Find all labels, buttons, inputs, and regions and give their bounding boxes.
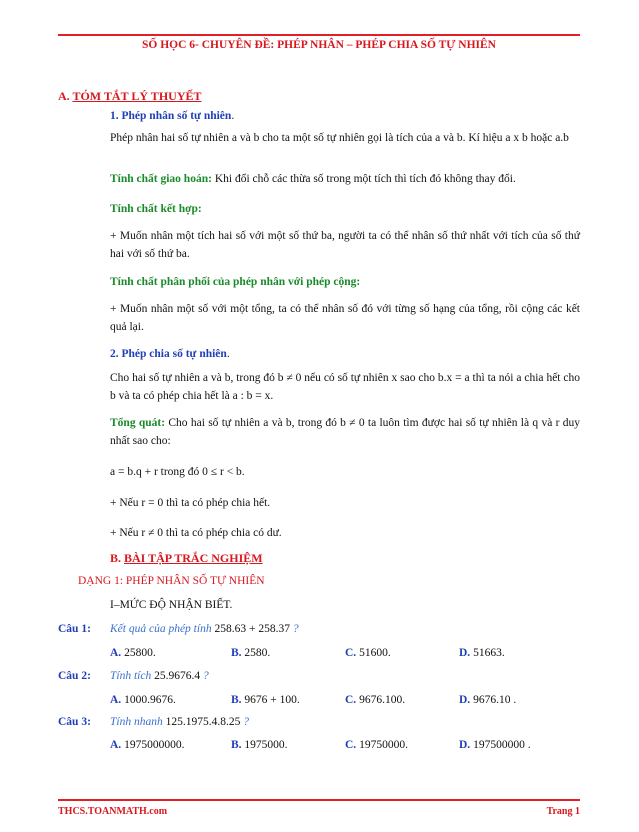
question-mark: ? <box>289 623 299 635</box>
question-label: Câu 2: <box>58 670 91 682</box>
option-letter: A. <box>110 647 122 659</box>
case-exact: + Nếu r = 0 thì ta có phép chia hết. <box>110 497 271 509</box>
question-3 <box>58 716 91 728</box>
section-b-prefix: B. <box>110 551 125 565</box>
option-letter: D. <box>459 694 471 706</box>
header-rule <box>58 34 580 36</box>
question-mark: ? <box>200 670 209 682</box>
case-remainder: + Nếu r ≠ 0 thì ta có phép chia có dư. <box>110 527 282 539</box>
question-prompt: Tính nhanh <box>110 716 163 728</box>
division-formula: a = b.q + r trong đó 0 ≤ r < b. <box>110 466 245 478</box>
topic-heading: DẠNG 1: PHÉP NHÂN SỐ TỰ NHIÊN <box>78 575 265 587</box>
footer-rule <box>58 799 580 801</box>
option-b[interactable] <box>231 739 288 751</box>
question-label: Câu 1: <box>58 623 91 635</box>
sub2-title: 2. Phép chia số tự nhiên <box>110 348 227 360</box>
question-expr: 258.63 + 258.37 <box>211 623 290 635</box>
question-label: Câu 3: <box>58 716 91 728</box>
property-commutative <box>110 170 580 188</box>
option-value: 2580. <box>241 647 271 659</box>
question-expr: 25.9676.4 <box>151 670 201 682</box>
option-letter: B. <box>231 647 242 659</box>
option-c[interactable] <box>345 694 405 706</box>
question-2-text <box>110 670 209 682</box>
footer-page-number: Trang 1 <box>546 806 580 817</box>
subheading-division <box>110 345 580 363</box>
property-associative-text: + Muốn nhân một tích hai số với một số thứ ba, người ta có thể nhân số thứ nhất với tích của số thứ hai với số thứ ba. <box>110 230 580 260</box>
option-value: 1975000000. <box>121 739 185 751</box>
option-a[interactable] <box>110 647 156 659</box>
option-letter: B. <box>231 739 242 751</box>
option-value: 25800. <box>121 647 156 659</box>
question-mark: ? <box>240 716 249 728</box>
prop1-label: Tính chất giao hoán: <box>110 173 212 185</box>
question-2 <box>58 670 91 682</box>
question-prompt: Kết quả của phép tính <box>110 623 212 635</box>
subheading-multiplication <box>110 107 580 125</box>
question-1-text <box>110 623 299 635</box>
option-value: 1975000. <box>241 739 288 751</box>
option-value: 9676.10 . <box>470 694 517 706</box>
general-label: Tổng quát: <box>110 417 166 429</box>
option-letter: D. <box>459 647 471 659</box>
option-b[interactable] <box>231 694 300 706</box>
level-heading: I–MỨC ĐỘ NHẬN BIẾT. <box>110 599 233 611</box>
option-value: 197500000 . <box>470 739 531 751</box>
sub1-title: 1. Phép nhân số tự nhiên <box>110 110 232 122</box>
section-a-title: TÓM TẮT LÝ THUYẾT <box>72 89 202 103</box>
option-value: 51600. <box>356 647 391 659</box>
general-text: Cho hai số tự nhiên a và b, trong đó b ≠ 0 ta luôn tìm được hai số tự nhiên là q và r duy nhất sao cho: <box>110 417 580 447</box>
sub1-dot: . <box>231 110 235 122</box>
question-expr: 125.1975.4.8.25 <box>162 716 241 728</box>
paragraph-multiplication: Phép nhân hai số tự nhiên a và b cho ta một số tự nhiên gọi là tích của a và b. Kí hiệu a x b hoặc a.b <box>110 132 569 144</box>
paragraph-division: Cho hai số tự nhiên a và b, trong đó b ≠ 0 nếu có số tự nhiên x sao cho b.x = a thì ta nói a chia hết cho b và ta có phép chia hết là a : b = x. <box>110 372 580 402</box>
property-distributive-text: + Muốn nhân một số với một tổng, ta có thể nhân số đó với từng số hạng của tổng, rồi cộng các kết quả lại. <box>110 303 580 333</box>
option-value: 1000.9676. <box>121 694 176 706</box>
sub2-dot: . <box>226 348 230 360</box>
question-prompt: Tính tích <box>110 670 152 682</box>
section-a-heading <box>58 89 202 104</box>
property-associative-label: Tính chất kết hợp: <box>110 203 202 215</box>
footer-site-link[interactable]: THCS.TOANMATH.com <box>58 806 168 817</box>
prop1-text: Khi đổi chỗ các thừa số trong một tích thì tích đó không thay đổi. <box>211 173 516 185</box>
option-d[interactable] <box>459 647 505 659</box>
option-a[interactable] <box>110 739 184 751</box>
option-b[interactable] <box>231 647 270 659</box>
section-a-prefix: A. <box>58 89 73 103</box>
option-value: 51663. <box>470 647 505 659</box>
section-b-heading <box>110 551 263 566</box>
option-value: 9676.100. <box>356 694 406 706</box>
option-c[interactable] <box>345 647 391 659</box>
option-letter: A. <box>110 694 122 706</box>
general-statement <box>110 414 580 450</box>
page-title: SỐ HỌC 6- CHUYÊN ĐỀ: PHÉP NHÂN – PHÉP CHIA SỐ TỰ NHIÊN <box>142 39 496 51</box>
option-letter: A. <box>110 739 122 751</box>
option-letter: C. <box>345 739 357 751</box>
option-value: 9676 + 100. <box>241 694 300 706</box>
property-distributive-label: Tính chất phân phối của phép nhân với phép cộng: <box>110 276 361 288</box>
option-d[interactable] <box>459 694 516 706</box>
option-c[interactable] <box>345 739 408 751</box>
option-value: 19750000. <box>356 739 408 751</box>
question-3-text <box>110 716 249 728</box>
option-d[interactable] <box>459 739 531 751</box>
question-1 <box>58 623 91 635</box>
option-a[interactable] <box>110 694 176 706</box>
option-letter: B. <box>231 694 242 706</box>
option-letter: C. <box>345 647 357 659</box>
option-letter: D. <box>459 739 471 751</box>
section-b-title: BÀI TẬP TRẮC NGHIỆM <box>124 551 263 565</box>
option-letter: C. <box>345 694 357 706</box>
